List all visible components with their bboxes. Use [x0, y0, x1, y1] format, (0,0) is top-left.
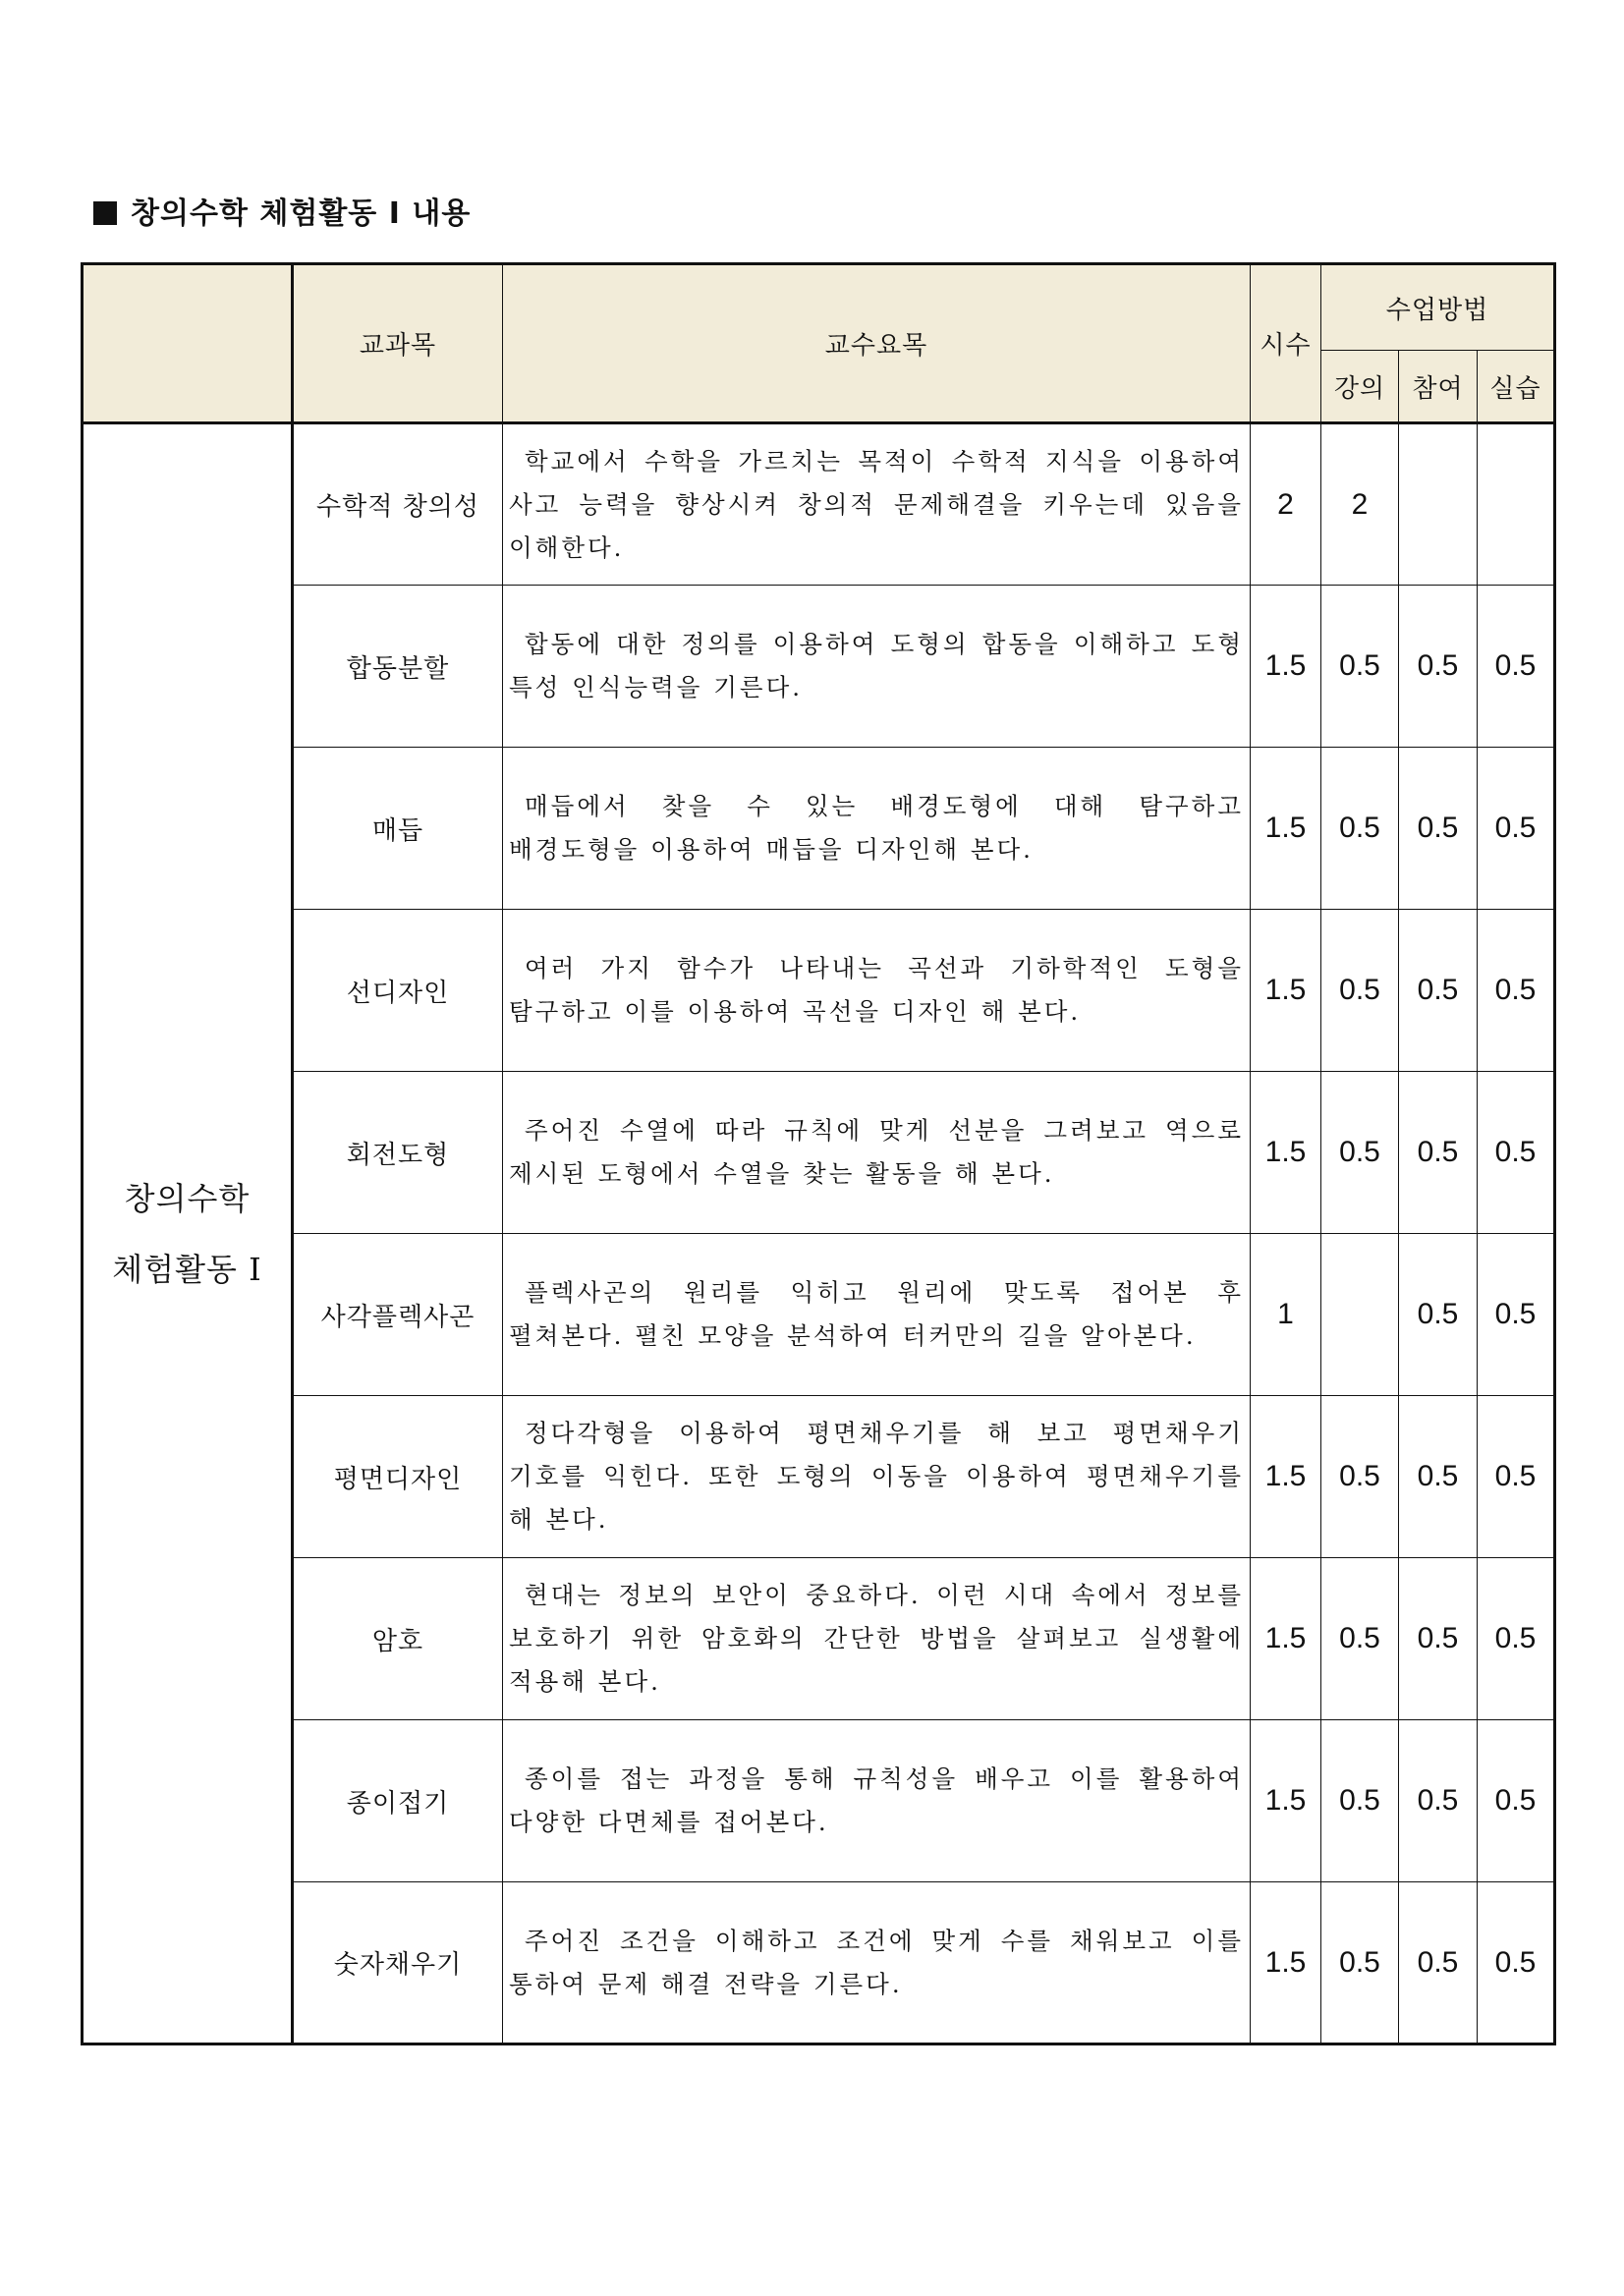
table-row	[83, 748, 1555, 910]
subject-cell: 사각플렉사곤	[293, 1234, 503, 1396]
participation-cell: 0.5	[1399, 1720, 1478, 1882]
subject-cell: 선디자인	[293, 910, 503, 1072]
header-method: 수업방법	[1321, 264, 1555, 351]
lecture-cell: 0.5	[1321, 748, 1399, 910]
table-header	[83, 264, 1555, 423]
curriculum-table	[81, 262, 1556, 2045]
practice-cell: 0.5	[1478, 1396, 1555, 1558]
table-row	[83, 1558, 1555, 1720]
description-text: 매듭에서 찾을 수 있는 배경도형에 대해 탐구하고 배경도형을 이용하여 매듭을 디자인해 본다.	[509, 792, 1244, 864]
hours-cell: 2	[1251, 423, 1321, 586]
course-group-name-line2: 체험활동 I	[112, 1250, 262, 1288]
description-text: 현대는 정보의 보안이 중요하다. 이런 시대 속에서 정보를 보호하기 위한 암호화의 간단한 방법을 살펴보고 실생활에 적용해 본다.	[509, 1581, 1244, 1696]
description-cell	[503, 910, 1251, 1072]
practice-cell: 0.5	[1478, 1558, 1555, 1720]
description-text: 주어진 조건을 이해하고 조건에 맞게 수를 채워보고 이를 통하여 문제 해결 전략을 기른다.	[509, 1926, 1244, 1998]
description-text: 여러 가지 함수가 나타내는 곡선과 기하학적인 도형을 탐구하고 이를 이용하여 곡선을 디자인 해 본다.	[509, 954, 1244, 1026]
table-row	[83, 1396, 1555, 1558]
lecture-cell: 0.5	[1321, 1882, 1399, 2044]
lecture-cell	[1321, 1234, 1399, 1396]
table-body	[83, 423, 1555, 2044]
hours-cell: 1.5	[1251, 910, 1321, 1072]
table-row	[83, 1882, 1555, 2044]
hours-cell: 1.5	[1251, 1720, 1321, 1882]
description-cell	[503, 1882, 1251, 2044]
participation-cell	[1399, 423, 1478, 586]
table-row	[83, 1234, 1555, 1396]
practice-cell: 0.5	[1478, 748, 1555, 910]
practice-cell: 0.5	[1478, 1720, 1555, 1882]
participation-cell: 0.5	[1399, 586, 1478, 748]
participation-cell: 0.5	[1399, 1396, 1478, 1558]
header-description: 교수요목	[503, 264, 1251, 423]
description-text: 플렉사곤의 원리를 익히고 원리에 맞도록 접어본 후 펼쳐본다. 펼친 모양을 분석하여 터커만의 길을 알아본다.	[509, 1278, 1244, 1350]
description-cell	[503, 423, 1251, 586]
table-row	[83, 423, 1555, 586]
subject-cell: 종이접기	[293, 1720, 503, 1882]
practice-cell: 0.5	[1478, 1882, 1555, 2044]
participation-cell: 0.5	[1399, 748, 1478, 910]
participation-cell: 0.5	[1399, 910, 1478, 1072]
table-row	[83, 910, 1555, 1072]
description-cell	[503, 1558, 1251, 1720]
practice-cell: 0.5	[1478, 910, 1555, 1072]
lecture-cell: 0.5	[1321, 910, 1399, 1072]
subject-cell: 수학적 창의성	[293, 423, 503, 586]
practice-cell	[1478, 423, 1555, 586]
header-empty-cell	[83, 264, 293, 423]
subject-cell: 회전도형	[293, 1072, 503, 1234]
lecture-cell: 0.5	[1321, 586, 1399, 748]
lecture-cell: 0.5	[1321, 1558, 1399, 1720]
subject-cell: 암호	[293, 1558, 503, 1720]
lecture-cell: 0.5	[1321, 1072, 1399, 1234]
description-text: 주어진 수열에 따라 규칙에 맞게 선분을 그려보고 역으로 제시된 도형에서 수열을 찾는 활동을 해 본다.	[509, 1116, 1244, 1188]
description-cell	[503, 1720, 1251, 1882]
course-group-name-line1: 창의수학	[124, 1179, 251, 1217]
description-text: 합동에 대한 정의를 이용하여 도형의 합동을 이해하고 도형 특성 인식능력을 기른다.	[509, 630, 1244, 701]
table-row	[83, 1072, 1555, 1234]
course-group-name	[84, 1163, 291, 1305]
course-group-cell	[83, 423, 293, 2044]
header-lecture: 강의	[1321, 351, 1399, 423]
description-cell	[503, 1234, 1251, 1396]
header-hours: 시수	[1251, 264, 1321, 423]
description-cell	[503, 1396, 1251, 1558]
practice-cell: 0.5	[1478, 1234, 1555, 1396]
subject-cell: 합동분할	[293, 586, 503, 748]
table-row	[83, 1720, 1555, 1882]
description-cell	[503, 586, 1251, 748]
description-text: 종이를 접는 과정을 통해 규칙성을 배우고 이를 활용하여 다양한 다면체를 접어본다.	[509, 1764, 1244, 1836]
hours-cell: 1.5	[1251, 1396, 1321, 1558]
description-text: 학교에서 수학을 가르치는 목적이 수학적 지식을 이용하여 사고 능력을 향상시켜 창의적 문제해결을 키우는데 있음을 이해한다.	[509, 446, 1244, 562]
header-practice: 실습	[1478, 351, 1555, 423]
hours-cell: 1	[1251, 1234, 1321, 1396]
hours-cell: 1.5	[1251, 1072, 1321, 1234]
lecture-cell: 0.5	[1321, 1396, 1399, 1558]
participation-cell: 0.5	[1399, 1234, 1478, 1396]
header-participation: 참여	[1399, 351, 1478, 423]
hours-cell: 1.5	[1251, 1882, 1321, 2044]
hours-cell: 1.5	[1251, 586, 1321, 748]
lecture-cell: 2	[1321, 423, 1399, 586]
participation-cell: 0.5	[1399, 1558, 1478, 1720]
section-title	[93, 189, 471, 232]
description-cell	[503, 1072, 1251, 1234]
practice-cell: 0.5	[1478, 1072, 1555, 1234]
table-row	[83, 586, 1555, 748]
black-square-bullet-icon	[93, 201, 117, 225]
hours-cell: 1.5	[1251, 748, 1321, 910]
lecture-cell: 0.5	[1321, 1720, 1399, 1882]
participation-cell: 0.5	[1399, 1072, 1478, 1234]
description-cell	[503, 748, 1251, 910]
subject-cell: 평면디자인	[293, 1396, 503, 1558]
section-title-text: 창의수학 체험활동 I 내용	[131, 196, 472, 231]
participation-cell: 0.5	[1399, 1882, 1478, 2044]
header-subject: 교과목	[293, 264, 503, 423]
description-text: 정다각형을 이용하여 평면채우기를 해 보고 평면채우기 기호를 익힌다. 또한 도형의 이동을 이용하여 평면채우기를 해 본다.	[509, 1419, 1244, 1534]
subject-cell: 숫자채우기	[293, 1882, 503, 2044]
subject-cell: 매듭	[293, 748, 503, 910]
practice-cell: 0.5	[1478, 586, 1555, 748]
hours-cell: 1.5	[1251, 1558, 1321, 1720]
